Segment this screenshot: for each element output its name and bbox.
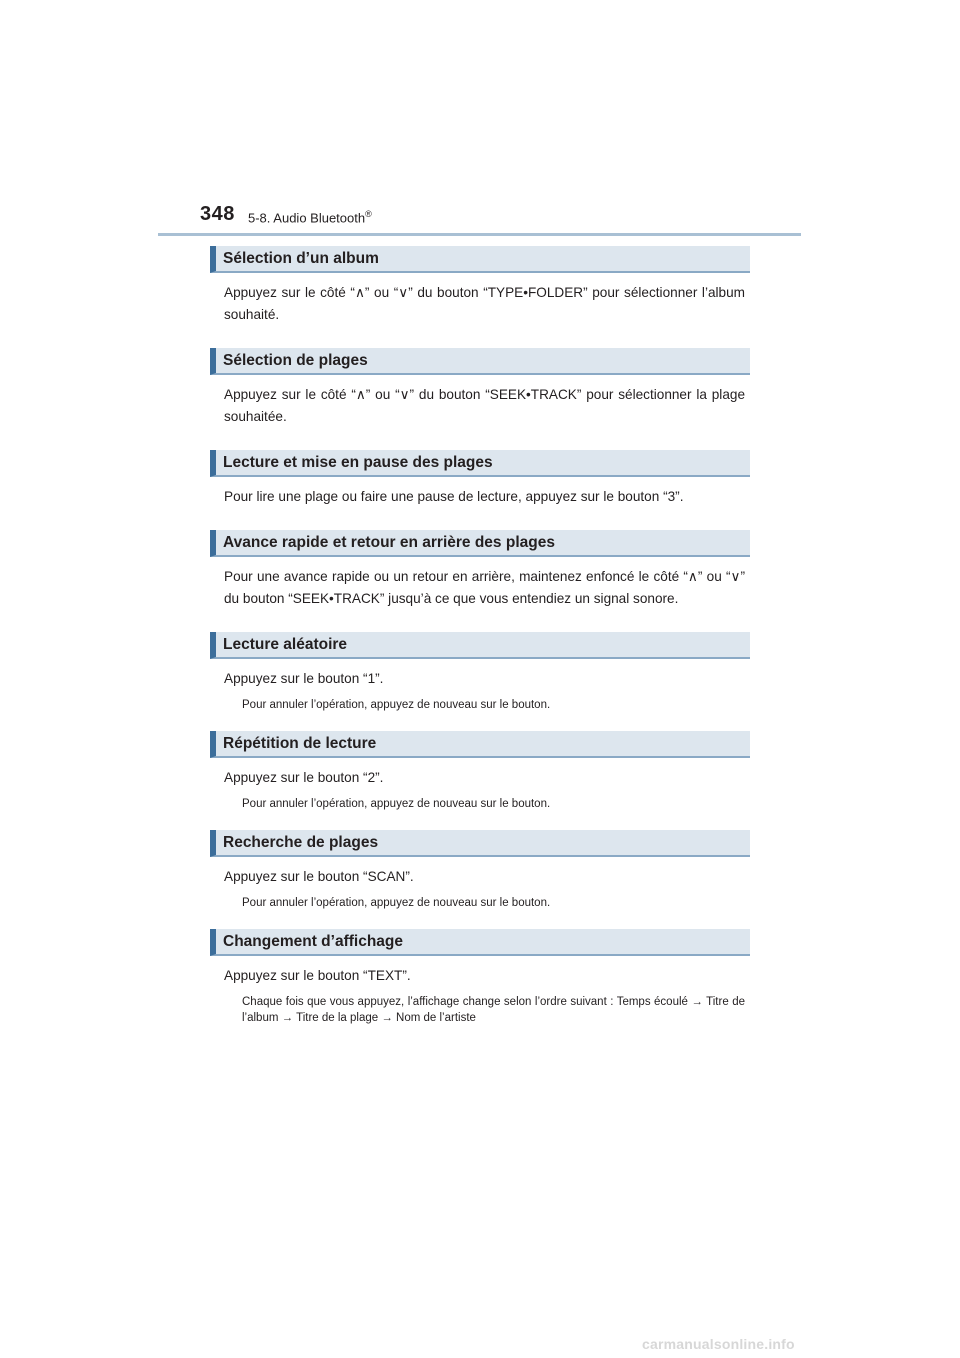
section-note: Pour annuler l’opération, appuyez de nouveau sur le bouton. (242, 897, 551, 909)
section-body: Appuyez sur le bouton “TEXT”. (224, 968, 411, 983)
section-heading-text: Changement d’affichage (223, 933, 403, 950)
section-body: Appuyez sur le côté “∧” ou “∨” du bouton “SEEK•TRACK” pour sélectionner la plage souhaitée. (224, 387, 745, 424)
page-header (200, 203, 760, 229)
section-note: Pour annuler l’opération, appuyez de nouveau sur le bouton. (242, 798, 551, 810)
chapter-title-text: 5-8. Audio Bluetooth (248, 210, 366, 226)
section-body: Appuyez sur le bouton “1”. (224, 671, 384, 686)
section-heading-repeat (210, 731, 750, 758)
section-body: Pour lire une plage ou faire une pause de lecture, appuyez sur le bouton “3”. (224, 489, 684, 504)
section-heading-text: Sélection d’un album (223, 250, 379, 267)
section-body: Pour une avance rapide ou un retour en arrière, maintenez enfoncé le côté “∧” ou “∨” du bouton “SEEK•TRACK” jusqu’à ce que vous entendiez un signal sonore. (224, 569, 745, 606)
section-body: Appuyez sur le bouton “SCAN”. (224, 869, 414, 884)
registered-mark: ® (365, 209, 372, 219)
section-note: Chaque fois que vous appuyez, l’affichage change selon l’ordre suivant : Temps écoulé → Titre de l’album → Titre de la plage → Nom de l’artiste (242, 996, 745, 1024)
section-heading-fast-forward (210, 530, 750, 557)
header-rule (158, 233, 801, 236)
section-heading-display (210, 929, 750, 956)
page-number: 348 (200, 203, 235, 225)
section-heading-text: Sélection de plages (223, 352, 368, 369)
section-heading-text: Recherche de plages (223, 834, 379, 851)
chapter-title (248, 209, 372, 225)
section-heading-text: Lecture et mise en pause des plages (223, 454, 493, 471)
section-note: Pour annuler l’opération, appuyez de nouveau sur le bouton. (242, 699, 551, 711)
section-heading-text: Avance rapide et retour en arrière des plages (223, 534, 555, 551)
section-heading-scan (210, 830, 750, 857)
section-heading-album (210, 246, 750, 273)
section-heading-text: Lecture aléatoire (223, 636, 348, 653)
section-heading-track-select (210, 348, 750, 375)
section-heading-random (210, 632, 750, 659)
section-heading-text: Répétition de lecture (223, 735, 377, 752)
section-body: Appuyez sur le bouton “2”. (224, 770, 384, 785)
page-content (210, 246, 750, 1026)
section-heading-play-pause (210, 450, 750, 477)
watermark-link[interactable]: carmanualsonline.info (642, 1336, 795, 1352)
section-body: Appuyez sur le côté “∧” ou “∨” du bouton “TYPE•FOLDER” pour sélectionner l’album souhaité. (224, 285, 745, 322)
